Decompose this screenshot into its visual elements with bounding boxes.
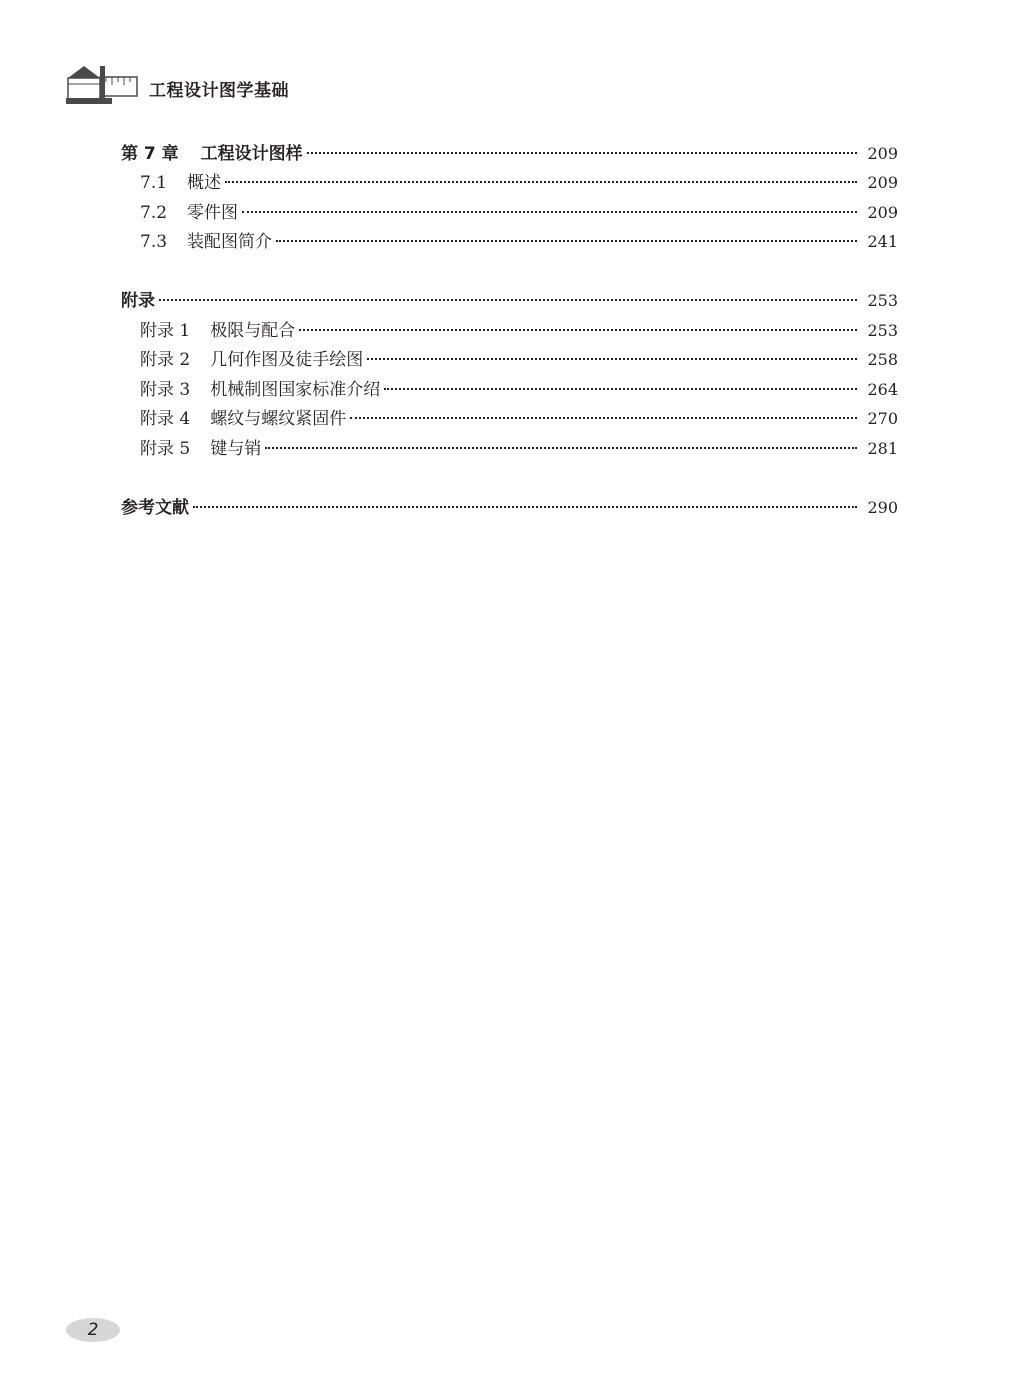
toc-section-title: 装配图简介 bbox=[187, 232, 273, 252]
toc-appendix-3[interactable] bbox=[140, 375, 898, 401]
page-number: 2 bbox=[87, 1320, 99, 1340]
toc-dot-leader bbox=[242, 211, 857, 213]
toc-page-number: 258 bbox=[867, 350, 898, 369]
toc-page-number: 209 bbox=[867, 203, 898, 222]
toc-appendix-title: 附录 bbox=[121, 291, 155, 311]
toc-dot-leader bbox=[307, 152, 858, 154]
toc-section-number: 7.3 bbox=[140, 232, 168, 252]
toc-page-number: 241 bbox=[867, 232, 898, 251]
toc-appendix-item-title: 几何作图及徒手绘图 bbox=[210, 350, 364, 370]
toc-chapter-title: 工程设计图样 bbox=[200, 144, 303, 164]
toc-appendix-1[interactable] bbox=[140, 316, 898, 342]
toc-appendix[interactable] bbox=[121, 286, 898, 312]
toc-chapter-7[interactable] bbox=[121, 139, 898, 165]
toc-page-number: 281 bbox=[867, 439, 898, 458]
toc-section-title: 概述 bbox=[187, 173, 222, 193]
toc-dot-leader bbox=[265, 447, 857, 449]
book-logo-icon bbox=[66, 64, 140, 106]
toc-dot-leader bbox=[384, 388, 857, 390]
toc-section-number: 7.2 bbox=[140, 203, 168, 223]
toc-dot-leader bbox=[225, 181, 857, 183]
toc-references[interactable] bbox=[121, 493, 898, 519]
toc-dot-leader bbox=[367, 358, 857, 360]
toc-appendix-item-title: 螺纹与螺纹紧固件 bbox=[210, 409, 347, 429]
toc-page-number: 253 bbox=[867, 321, 898, 340]
toc-appendix-number: 附录 3 bbox=[140, 380, 191, 400]
toc-section-title: 零件图 bbox=[187, 203, 239, 223]
page-number-badge bbox=[66, 1318, 120, 1342]
toc-page-number: 264 bbox=[867, 380, 898, 399]
toc-section-number: 7.1 bbox=[140, 173, 168, 193]
toc-appendix-item-title: 极限与配合 bbox=[210, 321, 296, 341]
toc-appendix-number: 附录 1 bbox=[140, 321, 191, 341]
toc-section-7-3[interactable] bbox=[140, 227, 898, 253]
toc-appendix-2[interactable] bbox=[140, 345, 898, 371]
toc-dot-leader bbox=[193, 506, 857, 508]
toc-appendix-4[interactable] bbox=[140, 404, 898, 430]
toc-dot-leader bbox=[159, 299, 857, 301]
toc-appendix-item-title: 键与销 bbox=[210, 439, 262, 459]
toc-appendix-item-title: 机械制图国家标准介绍 bbox=[210, 380, 381, 400]
toc-appendix-number: 附录 5 bbox=[140, 439, 191, 459]
toc-chapter-number: 第 7 章 bbox=[121, 144, 179, 164]
toc-page-number: 209 bbox=[867, 144, 898, 163]
toc-appendix-number: 附录 2 bbox=[140, 350, 191, 370]
toc-page-number: 290 bbox=[867, 498, 898, 517]
toc-page-number: 253 bbox=[867, 291, 898, 310]
toc-page-number: 209 bbox=[867, 173, 898, 192]
toc-appendix-number: 附录 4 bbox=[140, 409, 191, 429]
toc-appendix-5[interactable] bbox=[140, 434, 898, 460]
book-title: 工程设计图学基础 bbox=[149, 81, 289, 101]
toc-dot-leader bbox=[350, 417, 857, 419]
toc-dot-leader bbox=[299, 329, 857, 331]
toc-page-number: 270 bbox=[867, 409, 898, 428]
toc-section-7-2[interactable] bbox=[140, 198, 898, 224]
toc-section-7-1[interactable] bbox=[140, 168, 898, 194]
toc-dot-leader bbox=[276, 240, 857, 242]
toc-references-title: 参考文献 bbox=[121, 498, 189, 518]
